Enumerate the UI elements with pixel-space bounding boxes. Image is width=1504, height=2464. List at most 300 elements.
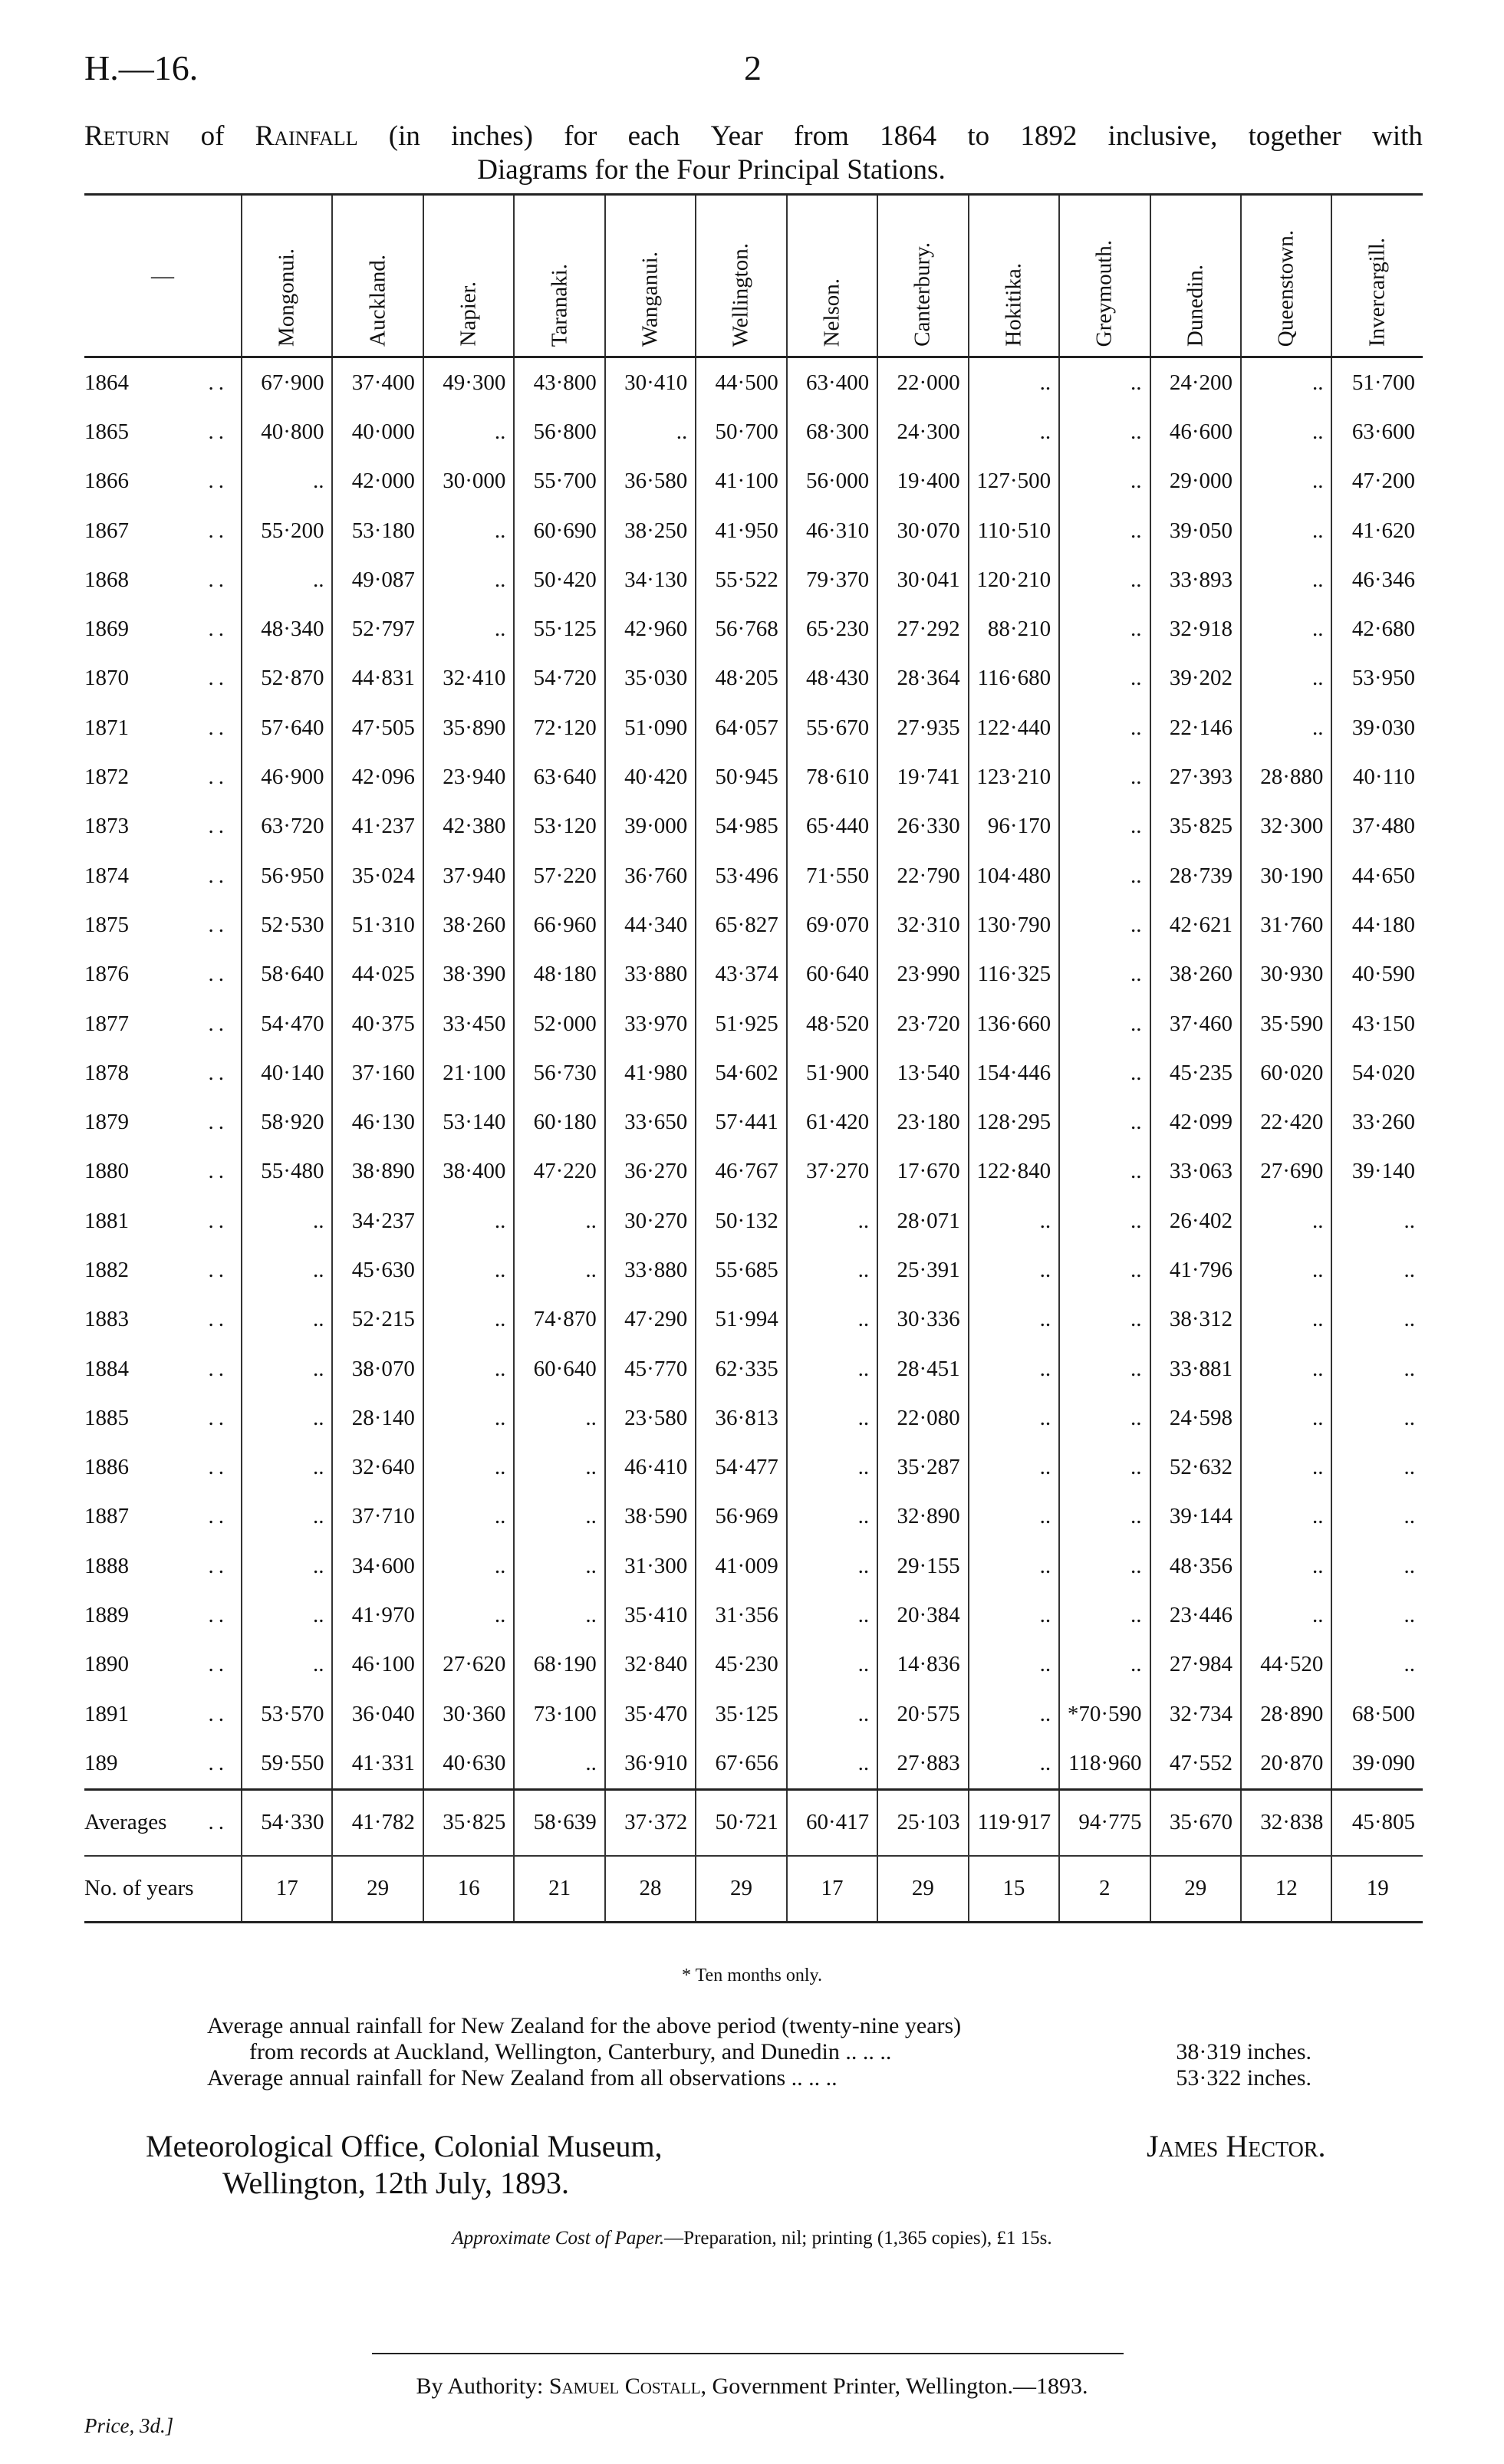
- rainfall-value: ..: [514, 1591, 604, 1640]
- printer-name: Samuel Costall: [548, 2374, 701, 2399]
- station-header: [514, 195, 604, 357]
- year-cell: [84, 1196, 242, 1245]
- rainfall-value: 36·813: [696, 1393, 786, 1443]
- rainfall-value: 37·270: [787, 1147, 877, 1196]
- rainfall-value: 53·180: [332, 506, 423, 555]
- table-row: [84, 1689, 1423, 1739]
- rainfall-value: ..: [1331, 1196, 1423, 1245]
- year-cell: [84, 506, 242, 555]
- rainfall-value: ..: [1059, 950, 1150, 999]
- rainfall-value: 38·590: [605, 1492, 696, 1541]
- rainfall-value: 55·685: [696, 1245, 786, 1295]
- rainfall-value: 37·710: [332, 1492, 423, 1541]
- rainfall-value: 51·700: [1331, 357, 1423, 408]
- rainfall-value: ..: [787, 1245, 877, 1295]
- rainfall-value: ..: [1059, 1492, 1150, 1541]
- rainfall-value: ..: [1059, 1245, 1150, 1295]
- year-cell: [84, 1591, 242, 1640]
- year-cell: [84, 802, 242, 851]
- leader-dots: ..: [208, 1701, 229, 1726]
- year-cell: [84, 851, 242, 900]
- rainfall-value: 39·000: [605, 802, 696, 851]
- rainfall-value: 38·312: [1150, 1295, 1241, 1344]
- rainfall-value: 46·130: [332, 1097, 423, 1146]
- rainfall-value: 128·295: [969, 1097, 1059, 1146]
- year-cell: [84, 1739, 242, 1789]
- table-row: [84, 1541, 1423, 1591]
- station-header: [969, 195, 1059, 357]
- rainfall-value: 37·940: [423, 851, 514, 900]
- station-name: Taranaki.: [547, 263, 572, 347]
- rainfall-value: ..: [423, 1393, 514, 1443]
- rainfall-value: 47·505: [332, 703, 423, 752]
- rainfall-value: ..: [969, 1443, 1059, 1492]
- year-cell: [84, 1245, 242, 1295]
- years-count: 21: [514, 1856, 604, 1923]
- rainfall-value: 53·496: [696, 851, 786, 900]
- rainfall-value: 60·020: [1241, 1048, 1331, 1097]
- table-row: [84, 654, 1423, 703]
- title-word: Year: [710, 120, 763, 152]
- rainfall-value: 32·410: [423, 654, 514, 703]
- rainfall-value: 48·205: [696, 654, 786, 703]
- years-label: No. of years: [84, 1856, 242, 1923]
- station-name: Canterbury.: [910, 242, 935, 347]
- rainfall-value: 28·071: [877, 1196, 968, 1245]
- year-label: 1890: [84, 1652, 129, 1677]
- station-name: Greymouth.: [1091, 239, 1117, 347]
- year-label: 1887: [84, 1504, 129, 1529]
- table-row: [84, 1591, 1423, 1640]
- rainfall-value: 52·870: [242, 654, 332, 703]
- year-label: 1867: [84, 518, 129, 543]
- rainfall-value: ..: [969, 1344, 1059, 1393]
- years-count: 29: [696, 1856, 786, 1923]
- rainfall-value: 21·100: [423, 1048, 514, 1097]
- table-row: [84, 752, 1423, 801]
- rainfall-value: 62·335: [696, 1344, 786, 1393]
- footnote: * Ten months only.: [682, 1966, 822, 1985]
- rainfall-value: 28·880: [1241, 752, 1331, 801]
- rainfall-value: ..: [1331, 1393, 1423, 1443]
- document-reference: H.—16.: [84, 48, 199, 87]
- table-row: [84, 950, 1423, 999]
- rainfall-value: 28·364: [877, 654, 968, 703]
- rainfall-value: 69·070: [787, 900, 877, 949]
- rainfall-value: ..: [423, 1196, 514, 1245]
- average-value: 32·838: [1241, 1789, 1331, 1856]
- station-name: Dunedin.: [1183, 264, 1208, 347]
- rainfall-value: ..: [1059, 1344, 1150, 1393]
- rainfall-value: 52·000: [514, 999, 604, 1048]
- average-value: 54·330: [242, 1789, 332, 1856]
- office-line-1: Meteorological Office, Colonial Museum,: [146, 2129, 663, 2163]
- rainfall-value: 33·063: [1150, 1147, 1241, 1196]
- averages-label-cell: [84, 1789, 242, 1856]
- rainfall-value: ..: [1059, 1147, 1150, 1196]
- rainfall-value: ..: [1059, 851, 1150, 900]
- rainfall-value: 66·960: [514, 900, 604, 949]
- rainfall-value: 57·640: [242, 703, 332, 752]
- rainfall-value: 33·450: [423, 999, 514, 1048]
- rainfall-value: 32·890: [877, 1492, 968, 1541]
- rainfall-value: 19·400: [877, 457, 968, 506]
- rainfall-value: 14·836: [877, 1640, 968, 1689]
- year-cell: [84, 457, 242, 506]
- leader-dots: ..: [208, 814, 229, 839]
- rainfall-value: ..: [1331, 1591, 1423, 1640]
- rainfall-value: 122·840: [969, 1147, 1059, 1196]
- rainfall-value: 36·040: [332, 1689, 423, 1739]
- cost-label: Approximate Cost of Paper.: [452, 2228, 665, 2249]
- rainfall-value: 30·360: [423, 1689, 514, 1739]
- rainfall-value: 58·640: [242, 950, 332, 999]
- rainfall-value: 60·180: [514, 1097, 604, 1146]
- title-word: to: [967, 120, 990, 152]
- rainfall-value: 25·391: [877, 1245, 968, 1295]
- table-row: [84, 1640, 1423, 1689]
- year-label: 1881: [84, 1208, 129, 1233]
- rainfall-value: 35·287: [877, 1443, 968, 1492]
- rainfall-value: 28·140: [332, 1393, 423, 1443]
- year-cell: [84, 1541, 242, 1591]
- leader-dots: ..: [208, 1455, 229, 1480]
- rainfall-value: 67·900: [242, 357, 332, 408]
- leader-dots: ..: [208, 1405, 229, 1430]
- table-row: [84, 604, 1423, 653]
- rainfall-value: ..: [514, 1492, 604, 1541]
- header-corner: [84, 195, 242, 357]
- station-header: [1241, 195, 1331, 357]
- rainfall-value: ..: [1241, 604, 1331, 653]
- rainfall-value: ..: [787, 1541, 877, 1591]
- rainfall-value: 46·310: [787, 506, 877, 555]
- rainfall-value: 38·250: [605, 506, 696, 555]
- rainfall-value: 52·797: [332, 604, 423, 653]
- rainfall-value: 65·827: [696, 900, 786, 949]
- year-label: 1864: [84, 370, 129, 395]
- rainfall-value: 42·096: [332, 752, 423, 801]
- rainfall-value: ..: [1241, 357, 1331, 408]
- rainfall-value: ..: [1331, 1344, 1423, 1393]
- rainfall-value: ..: [1059, 506, 1150, 555]
- rainfall-value: 19·741: [877, 752, 968, 801]
- rainfall-value: ..: [1241, 1344, 1331, 1393]
- rainfall-value: 46·767: [696, 1147, 786, 1196]
- station-header: [332, 195, 423, 357]
- rainfall-value: 50·945: [696, 752, 786, 801]
- rainfall-value: ..: [242, 1640, 332, 1689]
- rainfall-value: 30·041: [877, 555, 968, 604]
- rainfall-value: 35·125: [696, 1689, 786, 1739]
- average-note-line-2: from records at Auckland, Wellington, Canterbury, and Dunedin .. .. ..: [249, 2039, 892, 2064]
- rainfall-value: 123·210: [969, 752, 1059, 801]
- rainfall-value: ..: [1059, 1393, 1150, 1443]
- rainfall-value: ..: [787, 1739, 877, 1789]
- rainfall-value: 23·180: [877, 1097, 968, 1146]
- leader-dots: ..: [208, 469, 229, 494]
- rainfall-value: ..: [1331, 1640, 1423, 1689]
- rainfall-value: 55·670: [787, 703, 877, 752]
- rainfall-value: ..: [423, 506, 514, 555]
- average-value: 50·721: [696, 1789, 786, 1856]
- rainfall-value: ..: [969, 1295, 1059, 1344]
- rainfall-value: 41·950: [696, 506, 786, 555]
- rainfall-value: 38·890: [332, 1147, 423, 1196]
- leader-dots: ..: [208, 1307, 229, 1332]
- rainfall-value: 32·918: [1150, 604, 1241, 653]
- average-value: 119·917: [969, 1789, 1059, 1856]
- rainfall-value: 78·610: [787, 752, 877, 801]
- average-value: 94·775: [1059, 1789, 1150, 1856]
- rainfall-value: ..: [1059, 457, 1150, 506]
- rainfall-value: 65·230: [787, 604, 877, 653]
- rainfall-value: 46·900: [242, 752, 332, 801]
- year-label: 1878: [84, 1060, 129, 1085]
- rainfall-value: 51·900: [787, 1048, 877, 1097]
- rainfall-value: 35·470: [605, 1689, 696, 1739]
- title-word: 1892: [1020, 120, 1078, 152]
- rainfall-value: 28·739: [1150, 851, 1241, 900]
- rainfall-value: 58·920: [242, 1097, 332, 1146]
- rainfall-value: 74·870: [514, 1295, 604, 1344]
- rainfall-value: 31·300: [605, 1541, 696, 1591]
- rainfall-value: 42·960: [605, 604, 696, 653]
- rainfall-value: 72·120: [514, 703, 604, 752]
- rainfall-value: 28·890: [1241, 1689, 1331, 1739]
- rainfall-value: 44·831: [332, 654, 423, 703]
- year-cell: [84, 357, 242, 408]
- price-note: Price, 3d.]: [84, 2414, 174, 2437]
- station-header: [696, 195, 786, 357]
- rainfall-value: 20·384: [877, 1591, 968, 1640]
- rainfall-value: 60·690: [514, 506, 604, 555]
- station-name: Nelson.: [819, 278, 844, 347]
- rainfall-value: ..: [787, 1196, 877, 1245]
- authority-suffix: , Government Printer, Wellington.—1893.: [700, 2374, 1088, 2399]
- rainfall-value: 40·800: [242, 407, 332, 456]
- rainfall-value: 65·440: [787, 802, 877, 851]
- year-cell: [84, 604, 242, 653]
- rainfall-value: 30·336: [877, 1295, 968, 1344]
- cost-text: —Preparation, nil; printing (1,365 copies), £1 15s.: [664, 2228, 1052, 2249]
- rainfall-value: ..: [1059, 1591, 1150, 1640]
- leader-dots: ..: [208, 1750, 229, 1775]
- year-label: 1886: [84, 1455, 129, 1480]
- station-name: Queenstown.: [1273, 229, 1298, 347]
- rainfall-value: 43·374: [696, 950, 786, 999]
- leader-dots: ..: [208, 617, 229, 642]
- rainfall-value: 116·680: [969, 654, 1059, 703]
- rainfall-value: 32·310: [877, 900, 968, 949]
- station-header: [423, 195, 514, 357]
- year-label: 1873: [84, 814, 129, 839]
- station-name: Napier.: [456, 281, 481, 347]
- year-cell: [84, 1492, 242, 1541]
- rainfall-value: 50·700: [696, 407, 786, 456]
- rainfall-value: ..: [1241, 1295, 1331, 1344]
- rainfall-value: ..: [242, 457, 332, 506]
- table-row: [84, 457, 1423, 506]
- year-cell: [84, 407, 242, 456]
- average-notes: [207, 2013, 1311, 2091]
- year-cell: [84, 703, 242, 752]
- rainfall-value: 53·120: [514, 802, 604, 851]
- rainfall-value: 68·190: [514, 1640, 604, 1689]
- rainfall-value: ..: [969, 1689, 1059, 1739]
- year-label: 1866: [84, 469, 129, 494]
- rainfall-value: 34·600: [332, 1541, 423, 1591]
- rainfall-value: ..: [1059, 752, 1150, 801]
- rainfall-value: 49·300: [423, 357, 514, 408]
- rainfall-value: 22·000: [877, 357, 968, 408]
- rainfall-value: 41·620: [1331, 506, 1423, 555]
- rainfall-value: ..: [423, 1344, 514, 1393]
- years-count: 29: [332, 1856, 423, 1923]
- rainfall-value: ..: [1241, 1393, 1331, 1443]
- leader-dots: ..: [208, 1159, 229, 1184]
- years-count: 17: [242, 1856, 332, 1923]
- rainfall-value: ..: [423, 1591, 514, 1640]
- year-label: 1875: [84, 912, 129, 937]
- table-row: [84, 900, 1423, 949]
- leader-dots: ..: [208, 1208, 229, 1233]
- rainfall-table: [84, 193, 1423, 1923]
- rainfall-value: 29·155: [877, 1541, 968, 1591]
- table-row: [84, 555, 1423, 604]
- year-label: 1872: [84, 765, 129, 790]
- page-title: [84, 120, 1423, 187]
- rainfall-value: ..: [969, 1196, 1059, 1245]
- year-cell: [84, 654, 242, 703]
- rainfall-value: 54·602: [696, 1048, 786, 1097]
- year-label: 1874: [84, 863, 129, 888]
- station-name: Hokitika.: [1001, 263, 1026, 347]
- rainfall-value: ..: [1331, 1295, 1423, 1344]
- average-value: 45·805: [1331, 1789, 1423, 1856]
- rainfall-value: ..: [1059, 555, 1150, 604]
- rainfall-value: ..: [969, 407, 1059, 456]
- year-cell: [84, 999, 242, 1048]
- rainfall-value: ..: [514, 1739, 604, 1789]
- rainfall-value: ..: [423, 1541, 514, 1591]
- rainfall-value: 52·632: [1150, 1443, 1241, 1492]
- rainfall-value: 136·660: [969, 999, 1059, 1048]
- title-word: together: [1248, 120, 1341, 152]
- average-value: 25·103: [877, 1789, 968, 1856]
- years-count: 15: [969, 1856, 1059, 1923]
- rainfall-value: 49·087: [332, 555, 423, 604]
- rainfall-value: ..: [1331, 1541, 1423, 1591]
- rainfall-value: 44·340: [605, 900, 696, 949]
- rainfall-value: 50·420: [514, 555, 604, 604]
- rainfall-value: ..: [969, 1541, 1059, 1591]
- table-row: [84, 1048, 1423, 1097]
- rainfall-value: 67·656: [696, 1739, 786, 1789]
- year-label: 1891: [84, 1701, 129, 1726]
- rainfall-value: ..: [242, 1492, 332, 1541]
- rainfall-value: 41·331: [332, 1739, 423, 1789]
- rainfall-value: 55·480: [242, 1147, 332, 1196]
- rainfall-value: 42·621: [1150, 900, 1241, 949]
- rainfall-value: 48·520: [787, 999, 877, 1048]
- leader-dots: ..: [208, 666, 229, 691]
- rainfall-value: 39·140: [1331, 1147, 1423, 1196]
- rainfall-value: 45·230: [696, 1640, 786, 1689]
- rainfall-value: 122·440: [969, 703, 1059, 752]
- table-row: [84, 1739, 1423, 1789]
- year-label: 1883: [84, 1307, 129, 1332]
- rainfall-value: 22·146: [1150, 703, 1241, 752]
- rainfall-value: 44·520: [1241, 1640, 1331, 1689]
- rainfall-value: 45·235: [1150, 1048, 1241, 1097]
- rainfall-value: 27·292: [877, 604, 968, 653]
- averages-row: [84, 1789, 1423, 1856]
- rainfall-value: 36·760: [605, 851, 696, 900]
- rainfall-value: 31·760: [1241, 900, 1331, 949]
- rainfall-value: ..: [423, 1443, 514, 1492]
- rainfall-value: ..: [1241, 703, 1331, 752]
- rainfall-value: 30·190: [1241, 851, 1331, 900]
- rainfall-value: 38·390: [423, 950, 514, 999]
- rainfall-value: *70·590: [1059, 1689, 1150, 1739]
- rainfall-value: 42·680: [1331, 604, 1423, 653]
- rainfall-value: ..: [242, 1443, 332, 1492]
- rainfall-value: ..: [969, 357, 1059, 408]
- years-count-row: [84, 1856, 1423, 1923]
- rainfall-value: 41·237: [332, 802, 423, 851]
- leader-dots: ..: [208, 1011, 229, 1036]
- rainfall-value: 48·340: [242, 604, 332, 653]
- rainfall-value: ..: [969, 1591, 1059, 1640]
- rainfall-value: 30·930: [1241, 950, 1331, 999]
- rainfall-value: ..: [787, 1591, 877, 1640]
- rainfall-value: ..: [242, 1245, 332, 1295]
- year-cell: [84, 1640, 242, 1689]
- rainfall-value: 54·985: [696, 802, 786, 851]
- rainfall-value: 56·768: [696, 604, 786, 653]
- rainfall-value: ..: [787, 1640, 877, 1689]
- rainfall-value: 63·400: [787, 357, 877, 408]
- rainfall-value: 22·420: [1241, 1097, 1331, 1146]
- rainfall-value: 118·960: [1059, 1739, 1150, 1789]
- rainfall-value: 27·393: [1150, 752, 1241, 801]
- rainfall-value: ..: [1059, 1640, 1150, 1689]
- leader-dots: ..: [208, 1504, 229, 1529]
- rainfall-value: ..: [787, 1344, 877, 1393]
- rainfall-value: 64·057: [696, 703, 786, 752]
- rainfall-value: ..: [514, 1443, 604, 1492]
- rainfall-value: 130·790: [969, 900, 1059, 949]
- year-cell: [84, 1295, 242, 1344]
- rainfall-value: ..: [1059, 900, 1150, 949]
- rainfall-value: 43·800: [514, 357, 604, 408]
- rainfall-value: 40·630: [423, 1739, 514, 1789]
- rainfall-value: 110·510: [969, 506, 1059, 555]
- years-count: 2: [1059, 1856, 1150, 1923]
- rainfall-value: ..: [1241, 407, 1331, 456]
- rainfall-value: 32·734: [1150, 1689, 1241, 1739]
- leader-dots: ..: [208, 370, 229, 395]
- years-count: 28: [605, 1856, 696, 1923]
- title-word: Return: [84, 120, 170, 152]
- rainfall-value: 53·140: [423, 1097, 514, 1146]
- rainfall-value: ..: [1241, 1591, 1331, 1640]
- rainfall-value: 32·300: [1241, 802, 1331, 851]
- station-header: [1059, 195, 1150, 357]
- rainfall-value: 38·400: [423, 1147, 514, 1196]
- rainfall-value: 38·260: [423, 900, 514, 949]
